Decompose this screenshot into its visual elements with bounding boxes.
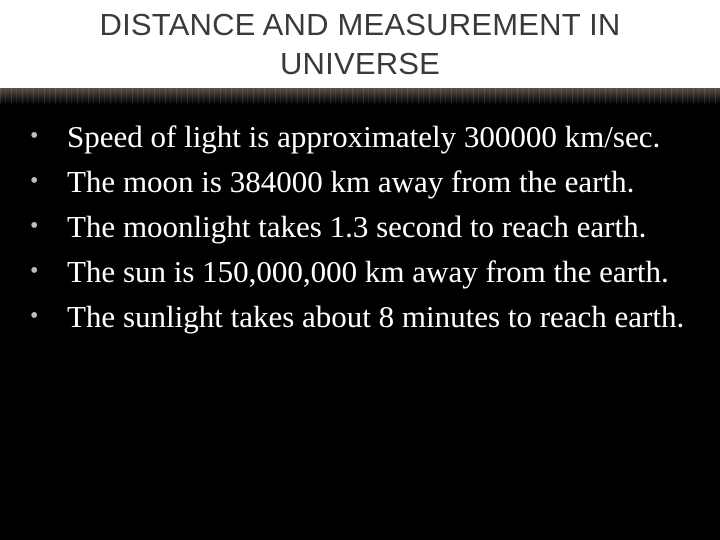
bullet-item xyxy=(30,159,710,204)
bullet-text: The moon is 384000 km away from the earth. xyxy=(67,164,635,199)
bullet-item xyxy=(30,114,710,159)
slide-title: DISTANCE AND MEASUREMENT IN UNIVERSE xyxy=(99,7,621,81)
bullet-dot-icon: • xyxy=(30,123,39,149)
bullet-dot-icon: • xyxy=(30,213,39,239)
bullet-text: Speed of light is approximately 300000 km/sec. xyxy=(67,119,661,154)
decorative-texture-band xyxy=(0,88,720,104)
title-bar xyxy=(0,0,720,88)
bullet-dot-icon: • xyxy=(30,168,39,194)
bullet-dot-icon: • xyxy=(30,258,39,284)
bullet-item xyxy=(30,249,710,294)
bullet-text: The moonlight takes 1.3 second to reach earth. xyxy=(67,209,647,244)
bullet-item xyxy=(30,294,710,339)
bullet-text: The sun is 150,000,000 km away from the earth. xyxy=(67,254,669,289)
bullet-dot-icon: • xyxy=(30,303,39,329)
bullet-list xyxy=(30,114,710,339)
bullet-text: The sunlight takes about 8 minutes to reach earth. xyxy=(67,299,685,334)
bullet-item xyxy=(30,204,710,249)
